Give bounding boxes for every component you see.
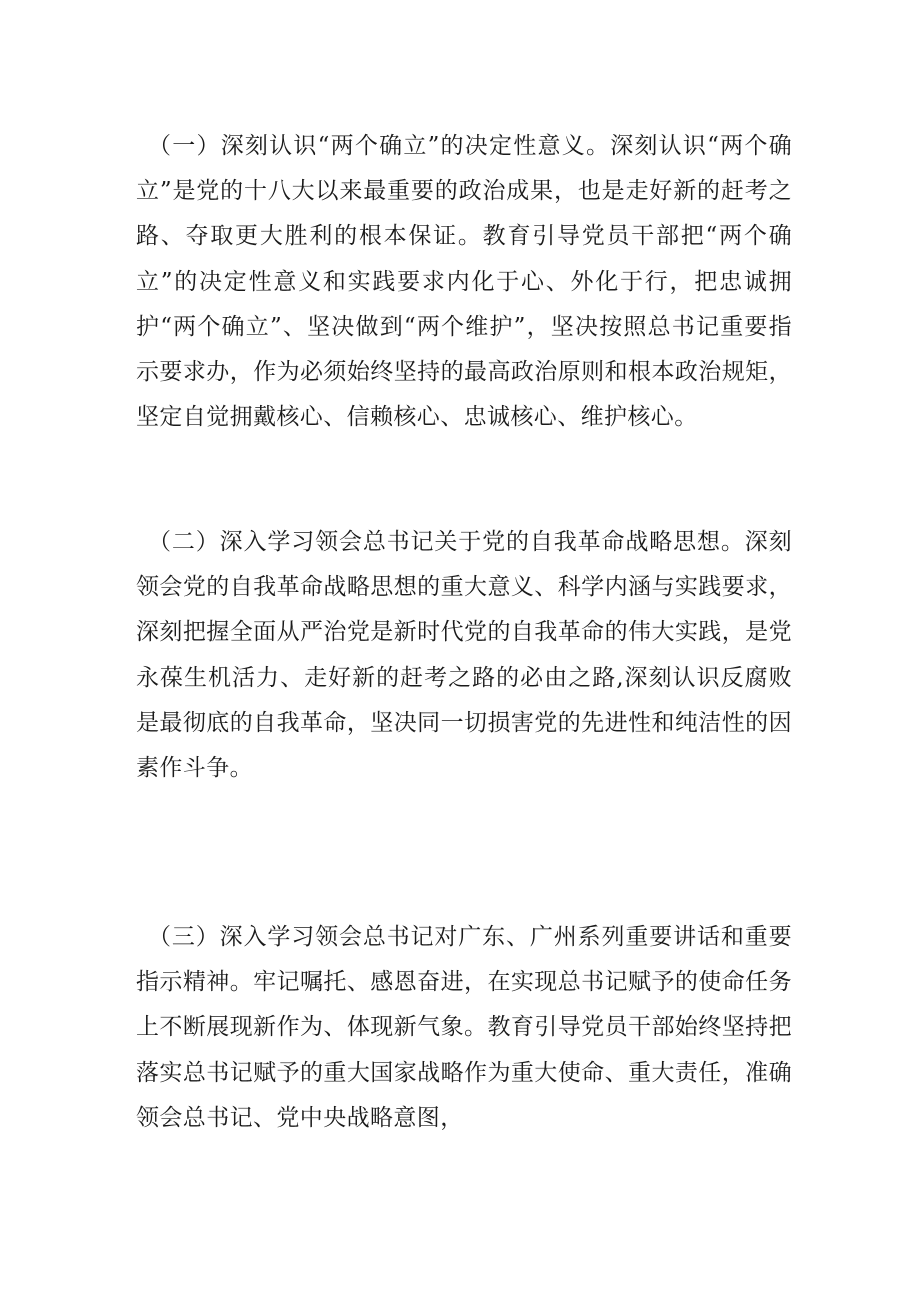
paragraph-1: （一）深刻认识“两个确立”的决定性意义。深刻认识“两个确立”是党的十八大以来最重要的政治成果，也是走好新的赶考之路、夺取更大胜利的根本保证。教育引导党员干部把“两个确立”的决定性意义和实践要求内化于心、外化于行，把忠诚拥护“两个确立”、坚决做到“两个维护”，坚决按照总书记重要指示要求办，作为必须始终坚持的最高政治原则和根本政治规矩，坚定自觉拥戴核心、信赖核心、忠诚核心、维护核心。 (136, 133, 792, 431)
paragraph-3: （三）深入学习领会总书记对广东、广州系列重要讲话和重要指示精神。牢记嘱托、感恩奋进，在实现总书记赋予的使命任务上不断展现新作为、体现新气象。教育引导党员干部始终坚持把落实总书记赋予的重大国家战略作为重大使命、重大责任，准确领会总书记、党中央战略意图， (136, 924, 792, 1131)
paragraph-2: （二）深入学习领会总书记关于党的自我革命战略思想。深刻领会党的自我革命战略思想的重大意义、科学内涵与实践要求，深刻把握全面从严治党是新时代党的自我革命的伟大实践，是党永葆生机活力、走好新的赶考之路的必由之路,深刻认识反腐败是最彻底的自我革命，坚决同一切损害党的先进性和纯洁性的因素作斗争。 (136, 529, 792, 782)
